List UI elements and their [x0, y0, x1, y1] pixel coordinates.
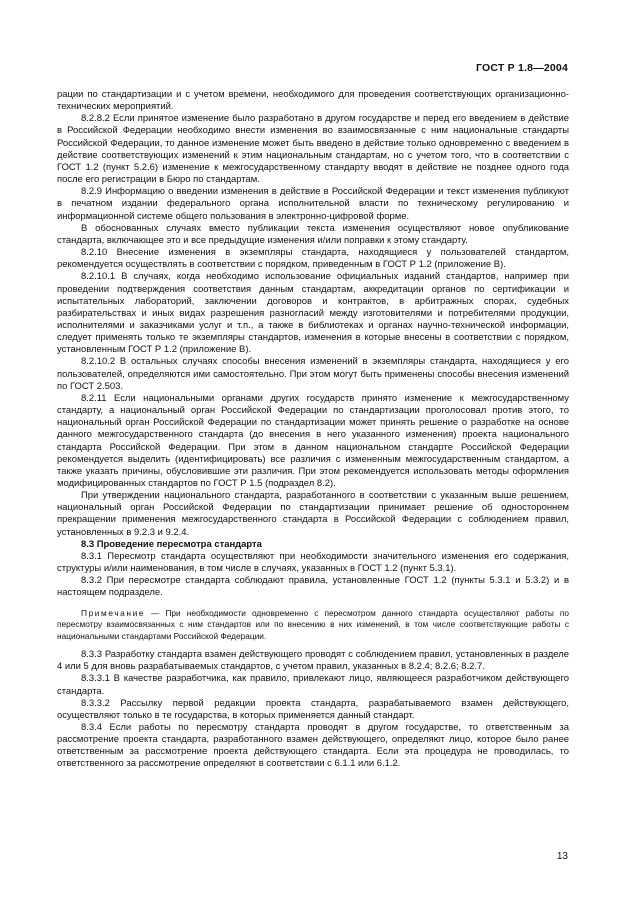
paragraph: 8.3.1 Пересмотр стандарта осуществляют при необходимости значительного изменения его содержания, структуры и/или наименования, в том числе в случаях, указанных в ГОСТ 1.2 (пункт 5.3.1). [57, 550, 569, 575]
paragraph: При утверждении национального стандарта, разработанного в соответствии с указанным выше решением, национальный орган Российской Федерации по стандартизации принимает решение об одностороннем прекращении применения межгосударственного стандарта в Российской Федерации с соблюдением правил, установленных в 9.2.3 и 9.2.4. [57, 490, 569, 538]
note-label: Примечание [81, 607, 146, 618]
paragraph: 8.2.8.2 Если принятое изменение было разработано в другом государстве и перед его введением в действие в Российской Федерации необходимо внести изменения во взаимосвязанные с ним национальные стандарты Российской Федерации, то данное изменение может быть введено в действие только одновременно с введением в действие соответствующих изменений к этим национальным стандартам, но с учетом того, что в соответствии с ГОСТ 1.2 (пункт 5.2.6) изменение к межгосударственному стандарту вводят в действие не позднее одного года после его регистрации в Бюро по стандартам. [57, 113, 569, 186]
paragraph: 8.2.10.1 В случаях, когда необходимо использование официальных изданий стандартов, например при проведении подтверждения соответствия данным стандартам, аккредитации органов по сертификации и испытательных лабораторий, заключении договоров и контрактов, в арбитражных спорах, судебных разбирательствах и иных видах разрешения разногласий между изготовителями и потребителями продукции, исполнителями и заказчиками услуг и т.п., а также в библиотеках и органах научно-технической информации, следует применять только те экземпляры стандартов, изменения в которые внесены в соответствии с порядком, установленным ГОСТ Р 1.2 (приложение В). [57, 271, 569, 356]
note [57, 608, 569, 643]
section-heading: 8.3 Проведение пересмотра стандарта [81, 538, 262, 550]
paragraph: 8.2.9 Информацию о введении изменения в действие в Российской Федерации и текст изменения публикуют в печатном издании федерального органа исполнительной власти по техническому регулированию и информационной системе общего пользования в электронно-цифровой форме. [57, 186, 569, 222]
paragraph: 8.3.3 Разработку стандарта взамен действующего проводят с соблюдением правил, установленных в разделе 4 или 5 для вновь разрабатываемых стандартов, с учетом правил, указанных в 8.2.4; 8.2.6; 8.2.7. [57, 649, 569, 673]
paragraph: 8.3.4 Если работы по пересмотру стандарта проводят в другом государстве, то ответственным за рассмотрение проекта стандарта, разработанного взамен действующего, определяют лицо, которое было ранее ответственным за рассмотрение проекта действующего стандарта. Если эта процедура не проводилась, то ответственного за рассмотрение определяют в соответствии с 6.1.1 или 6.1.2. [57, 722, 569, 770]
paragraph: 8.3.3.1 В качестве разработчика, как правило, привлекают лицо, являющееся разработчиком действующего стандарта. [57, 673, 569, 697]
paragraph: 8.3.2 При пересмотре стандарта соблюдают правила, установленные ГОСТ 1.2 (пункты 5.3.1 и 5.3.2) и в настоящем подразделе. [57, 575, 569, 599]
paragraph: 8.2.11 Если национальными органами других государств принято изменение к межгосударственному стандарту, а национальный орган Российской Федерации по стандартизации проголосовал против этого, то национальный орган Российской Федерации по стандартизации может принять решение о разработке на основе данного межгосударственного стандарта (до внесения в него указанного изменения) проекта национального стандарта Российской Федерации. При этом в данном национальном стандарте Российской Федерации рекомендуется выделить (идентифицировать) все различия с измененным межгосударственным стандартом, а также указать причины, обусловившие эти различия. При этом рекомендуется использовать методы оформления модифицированных стандартов по ГОСТ Р 1.5 (подраздел 8.2). [57, 392, 569, 489]
note-text: — При необходимости одновременно с пересмотром данного стандарта осуществляют работы по пересмотру взаимосвязанных с ним стандартов или по внесению в них изменений, в том числе соответствующие работы с национальными стандартами Российской Федерации. [57, 607, 569, 641]
paragraph: 8.2.10 Внесение изменения в экземпляры стандарта, находящиеся у пользователей стандартом, рекомендуется осуществлять в соответствии с порядком, приведенным в ГОСТ Р 1.2 (приложение В). [57, 247, 569, 271]
document-header: ГОСТ Р 1.8—2004 [475, 62, 568, 74]
paragraph: рации по стандартизации и с учетом времени, необходимого для проведения соответствующих организационно-технических мероприятий. [57, 89, 569, 113]
paragraph: В обоснованных случаях вместо публикации текста изменения осуществляют новое опубликование стандарта, включающее это и все предыдущие изменения и/или поправки к этому стандарту. [57, 222, 569, 246]
paragraph: 8.3.3.2 Рассылку первой редакции проекта стандарта, разрабатываемого взамен действующего, осуществляют только в те государства, в которых применяется данный стандарт. [57, 697, 569, 721]
document-body [57, 89, 569, 771]
paragraph: 8.2.10.2 В остальных случаях способы внесения изменений в экземпляры стандарта, находящиеся у его пользователей, определяются ими самостоятельно. При этом могут быть применены способы внесения изменений по ГОСТ 2.503. [57, 356, 569, 392]
page-number: 13 [556, 851, 568, 862]
